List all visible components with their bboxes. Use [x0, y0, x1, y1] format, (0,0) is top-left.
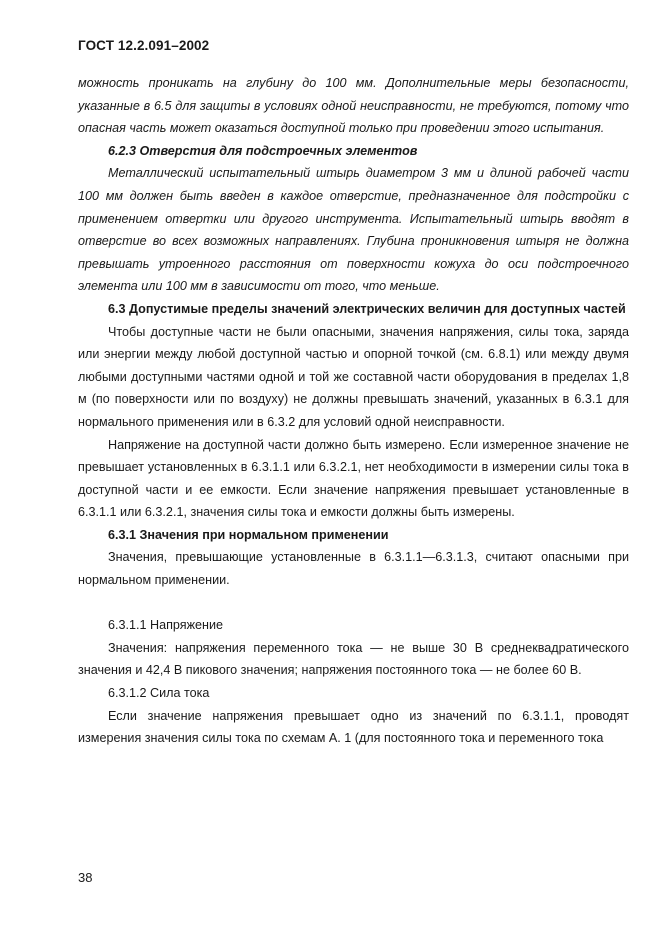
spacer — [78, 592, 629, 615]
paragraph-6-3-a: Чтобы доступные части не были опасными, значения напряжения, силы тока, заряда или энергии между любой доступной частью и опорной точкой (см. 6.8.1) или между двумя любыми доступными частями одной и той же составной части оборудования в пределах 1,8 м (по поверхности или по воздуху) не должны превышать значений, указанных в 6.3.1 для нормального применения или в 6.3.2 для условий одной неисправности. — [78, 324, 629, 429]
section-heading-6-3-1-2: 6.3.1.2 Сила тока — [108, 686, 210, 701]
section-heading-6-2-3: 6.2.3 Отверстия для подстроечных элементов — [108, 143, 418, 158]
paragraph-6-2-3: Металлический испытательный штырь диаметром 3 мм и длиной рабочей части 100 мм должен быть введен в каждое отверстие, предназначенное для подстройки с применением отвертки или другого инструмента. Испытательный штырь вводят в отверстие во всех возможных направлениях. Глубина проникновения штыря не должна превышать утроенного расстояния от поверхности кожуха до оси подстроечного элемента или 100 мм в зависимости от того, что меньше. — [78, 166, 629, 294]
section-heading-6-3-1: 6.3.1 Значения при нормальном применении — [108, 527, 389, 542]
section-heading-6-3-1-1: 6.3.1.1 Напряжение — [108, 618, 224, 633]
paragraph-continuation: можность проникать на глубину до 100 мм. Дополнительные меры безопасности, указанные в 6.5 для защиты в условиях одной неисправности, не требуются, потому что опасная часть может оказаться доступной только при проведении этого испытания. — [78, 76, 629, 136]
document-code-header: ГОСТ 12.2.091–2002 — [78, 38, 210, 53]
paragraph-6-3-b: Напряжение на доступной части должно быть измерено. Если измеренное значение не превышает установленных в 6.3.1.1 или 6.3.2.1, нет необходимости в измерении силы тока в доступной части и ее емкости. Если значение напряжения превышает установленные в 6.3.1.1 или 6.3.2.1, значения силы тока и емкости должны быть измерены. — [78, 437, 629, 520]
section-heading-6-3: 6.3 Допустимые пределы значений электрических величин для доступных частей — [108, 301, 626, 316]
paragraph-6-3-1-1: Значения: напряжения переменного тока — не выше 30 В среднеквадратического значения и 42,4 В пикового значения; напряжения постоянного тока — не более 60 В. — [78, 640, 629, 678]
paragraph-6-3-1-2: Если значение напряжения превышает одно из значений по 6.3.1.1, проводят измерения значения силы тока по схемам А. 1 (для постоянного тока и переменного тока — [78, 708, 629, 746]
page-body — [78, 72, 629, 750]
page-number: 38 — [78, 870, 93, 885]
paragraph-6-3-1: Значения, превышающие установленные в 6.3.1.1—6.3.1.3, считают опасными при нормальном применении. — [78, 550, 629, 588]
